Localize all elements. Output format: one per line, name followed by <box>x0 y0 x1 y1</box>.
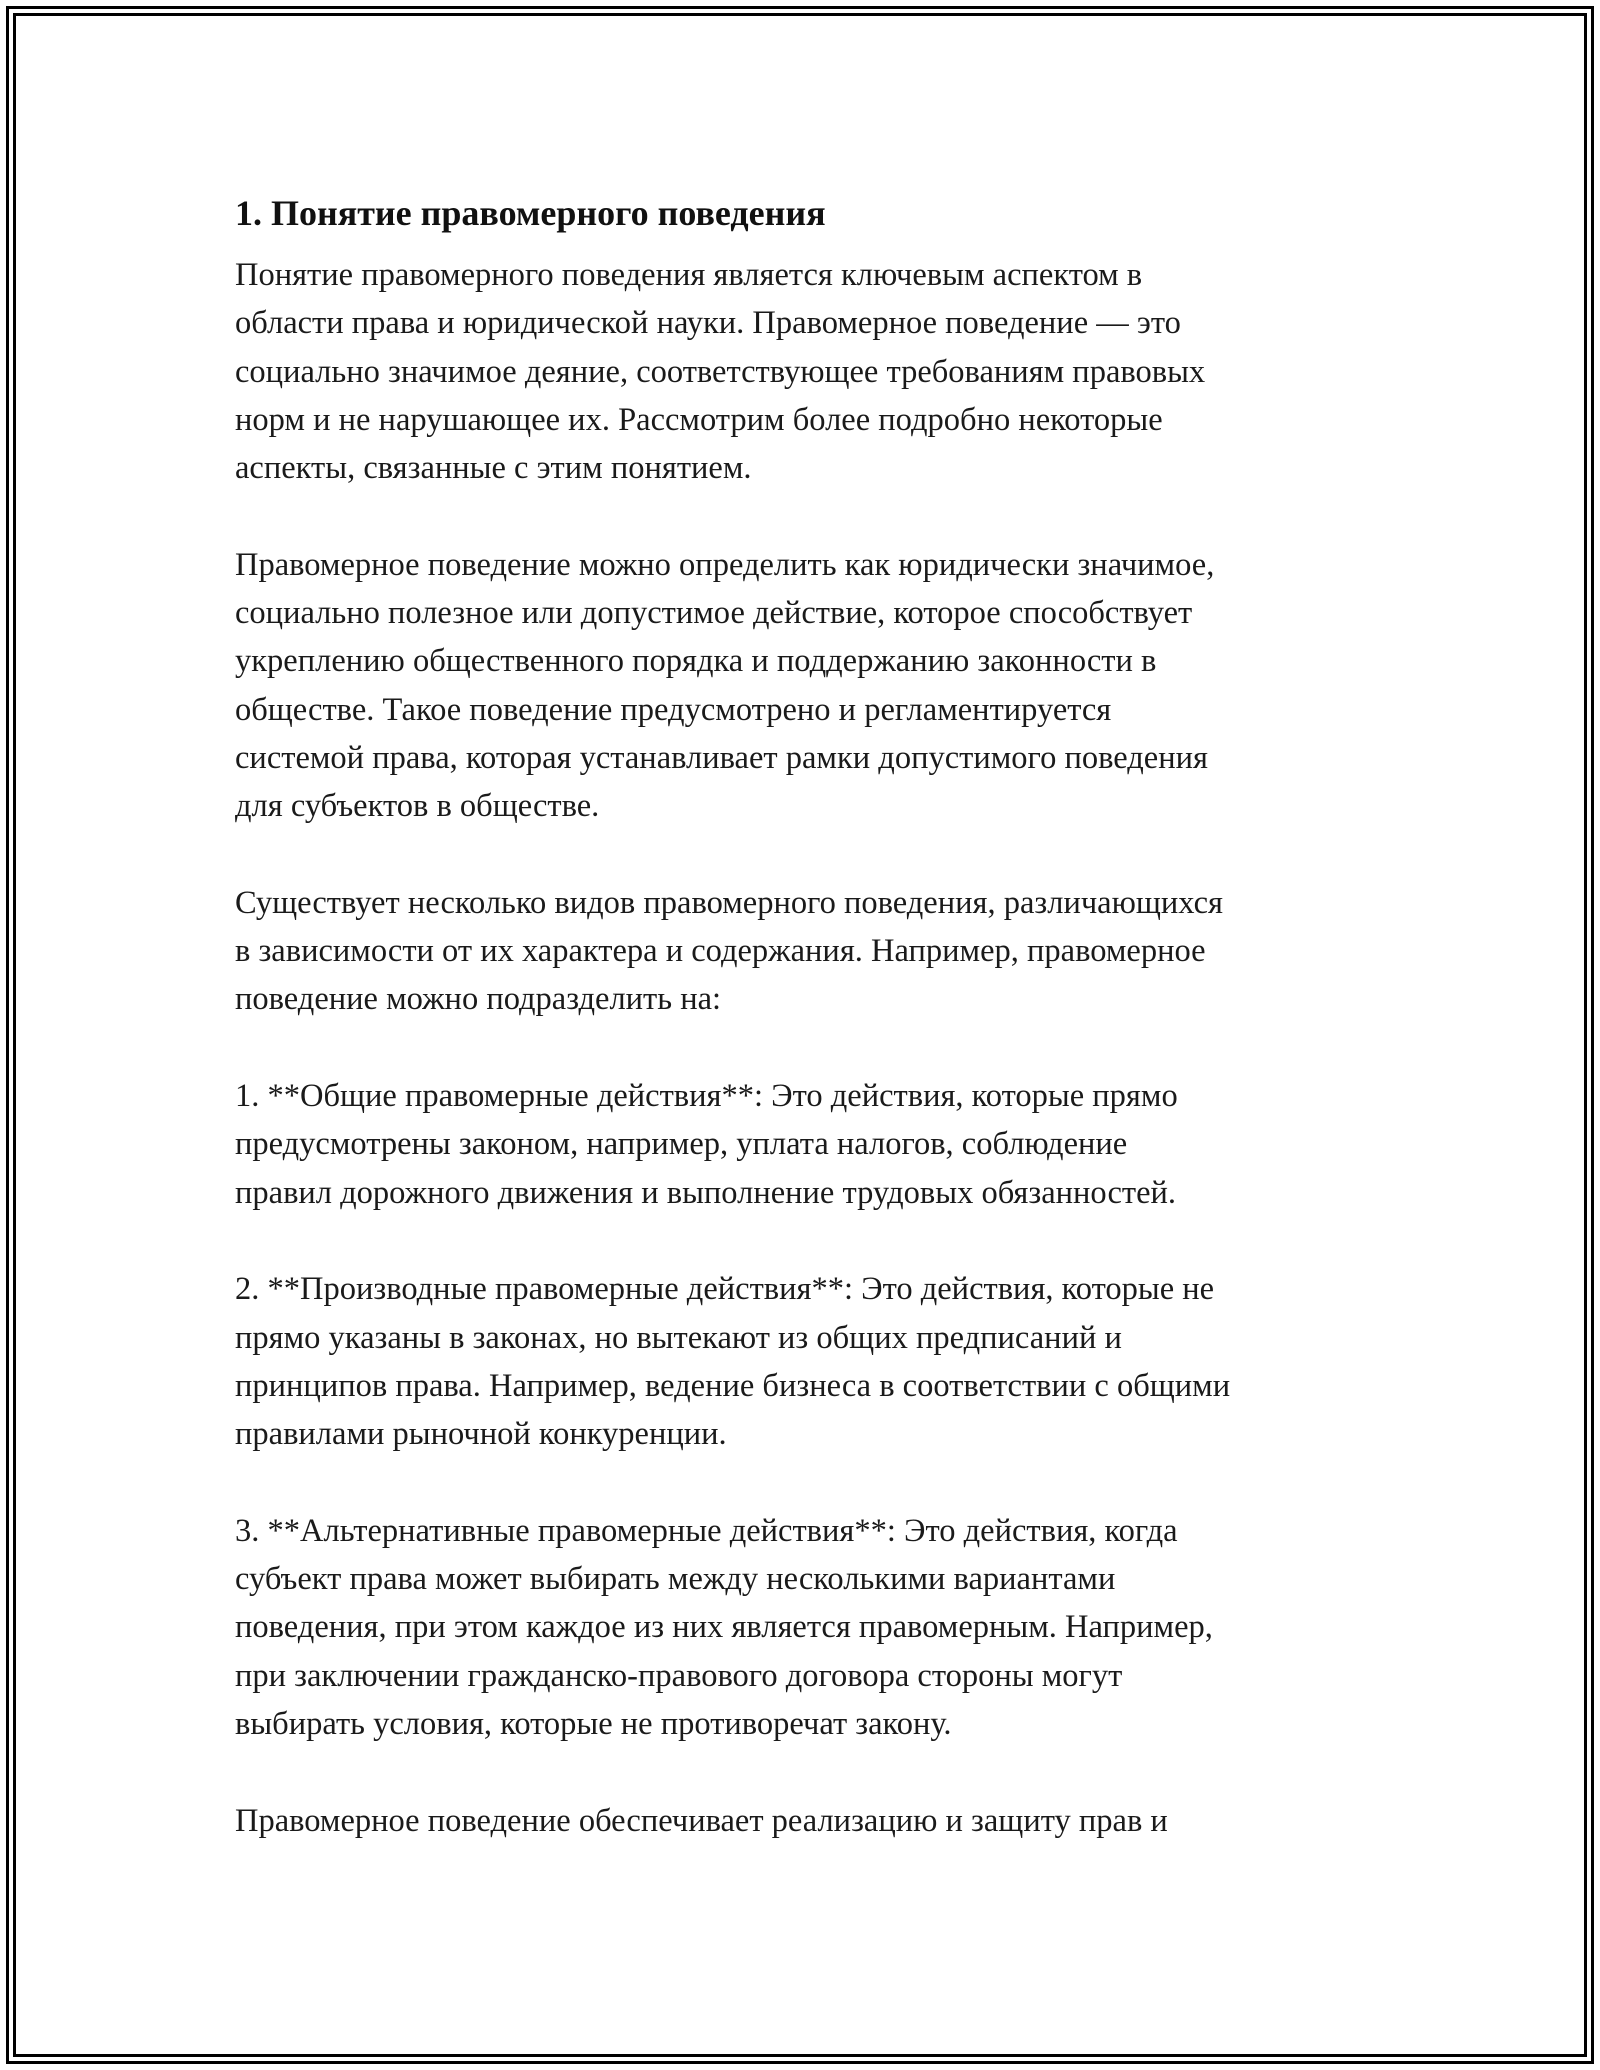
paragraph-definition: Правомерное поведение можно определить как юридически значимое, социально полезное или допустимое действие, которое способствует укреплению общественного порядка и поддержанию законности в обществе. Такое поведение предусмотрено и регламентируется системой права, которая устанавливает рамки допустимого поведения для субъектов в обществе. <box>235 546 1215 825</box>
paragraph-types-intro: Существует несколько видов правомерного поведения, различающихся в зависимости от их характера и содержания. Например, правомерное поведение можно подразделить на: <box>235 884 1223 1018</box>
list-item-general-actions: 1. **Общие правомерные действия**: Это действия, которые прямо предусмотрены законом, например, уплата налогов, соблюдение правил дорожного движения и выполнение трудовых обязанностей. <box>235 1078 1178 1211</box>
list-item-alternative-actions: 3. **Альтернативные правомерные действия**: Это действия, когда субъект права может выбирать между несколькими вариантами поведения, при этом каждое из них является правомерным. Например, при заключении гражданско-правового договора стороны могут выбирать условия, которые не противоречат закону. <box>235 1512 1213 1742</box>
paragraph-conclusion: Правомерное поведение обеспечивает реализацию и защиту прав и <box>235 1802 1168 1839</box>
section-heading: 1. Понятие правомерного поведения <box>235 193 826 233</box>
list-item-derived-actions: 2. **Производные правомерные действия**: Это действия, которые не прямо указаны в законах, но вытекают из общих предписаний и принципов права. Например, ведение бизнеса в соответствии с общими правилами рыночной конкуренции. <box>235 1271 1231 1453</box>
document-page <box>235 183 1375 1893</box>
paragraph-intro: Понятие правомерного поведения является ключевым аспектом в области права и юридической науки. Правомерное поведение — это социально значимое деяние, соответствующее требованиям правовых норм и не нарушающее их. Рассмотрим более подробно некоторые аспекты, связанные с этим понятием. <box>235 257 1206 487</box>
